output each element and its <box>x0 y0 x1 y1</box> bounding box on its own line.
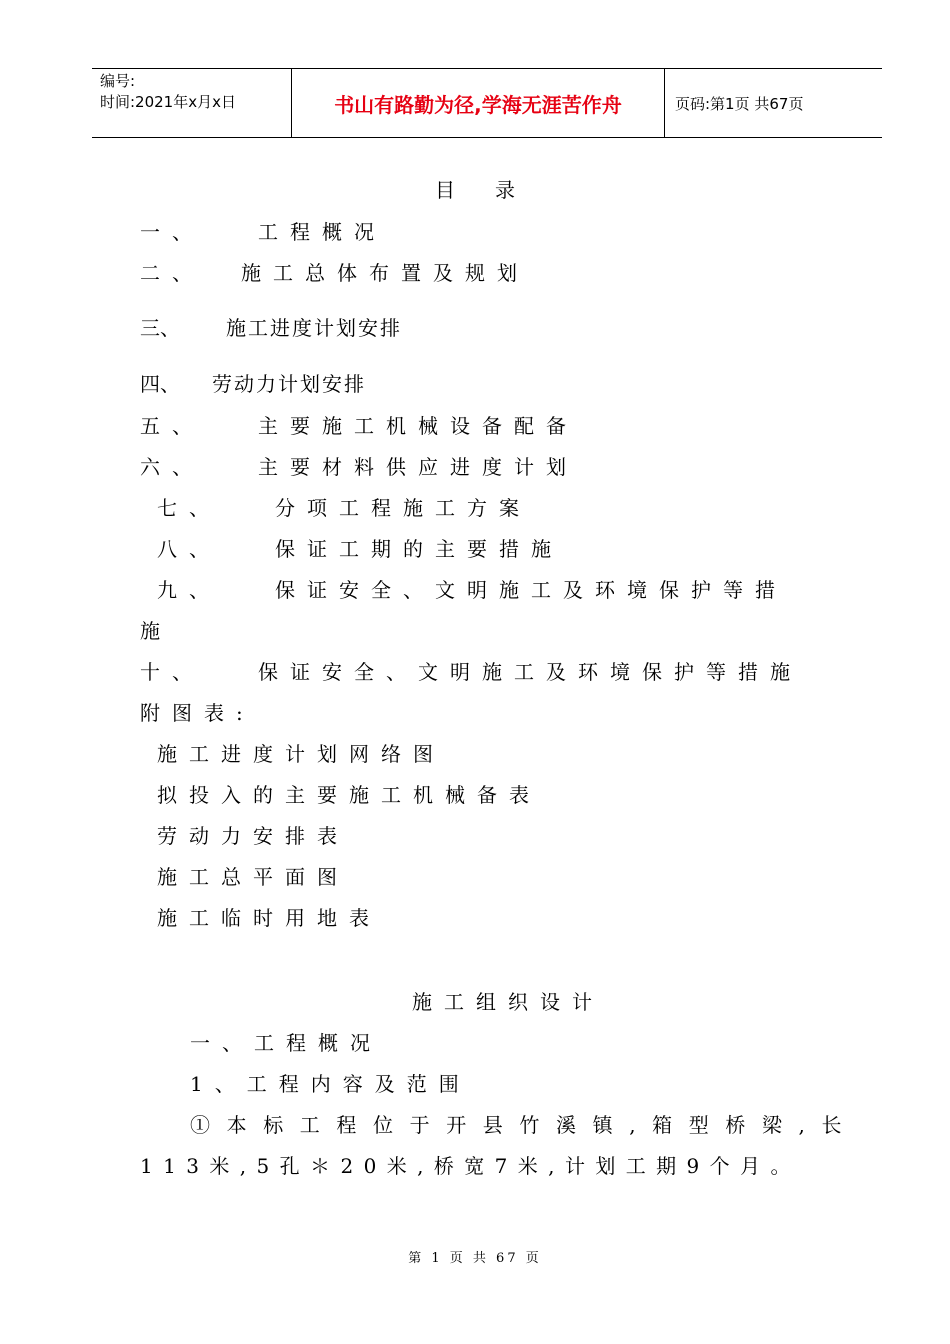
appendix-item-2: 拟投入的主要施工机械备表 <box>157 783 541 807</box>
toc-item-7-text: 分项工程施工方案 <box>275 496 531 520</box>
toc-item-3-text: 施工进度计划安排 <box>226 316 402 340</box>
number-label: 编号: <box>100 72 136 90</box>
page-footer: 第 1 页 共 67 页 <box>408 1251 542 1266</box>
toc-item-4-num: 四、 <box>140 372 180 396</box>
toc-item-9-wrap: 施 <box>140 619 160 643</box>
appendix-item-5: 施工临时用地表 <box>157 906 381 930</box>
toc-item-6-text: 主要材料供应进度计划 <box>258 455 578 479</box>
time-label: 时间:2021年x月x日 <box>100 93 236 111</box>
appendix-item-1: 施工进度计划网络图 <box>157 742 445 766</box>
header-meta <box>92 69 292 137</box>
toc-item-1-text: 工程概况 <box>258 220 386 244</box>
toc-item-7-num: 七、 <box>157 496 221 520</box>
toc-item-10-num: 十、 <box>140 660 204 684</box>
body-title: 施工组织设计 <box>412 990 604 1014</box>
toc-item-9-num: 九、 <box>157 578 221 602</box>
appendix-item-4: 施工总平面图 <box>157 865 349 889</box>
toc-item-5-text: 主要施工机械设备配备 <box>258 414 578 438</box>
section-heading: 一、工程概况 <box>190 1031 382 1055</box>
toc-item-3-num: 三、 <box>140 316 180 340</box>
header-page-info: 页码:第1页 共67页 <box>675 94 804 113</box>
toc-title: 目 录 <box>435 178 515 202</box>
toc-item-8-text: 保证工期的主要措施 <box>275 537 563 561</box>
page-header <box>92 68 882 138</box>
header-slogan: 书山有路勤为径,学海无涯苦作舟 <box>292 69 665 137</box>
toc-item-4-text: 劳动力计划安排 <box>212 372 366 396</box>
appendix-item-3: 劳动力安排表 <box>157 824 349 848</box>
appendix-title: 附图表: <box>140 701 255 725</box>
toc-item-2-text: 施工总体布置及规划 <box>241 261 529 285</box>
subsection-heading: 1、工程内容及范围 <box>190 1072 471 1096</box>
toc-item-6-num: 六、 <box>140 455 204 479</box>
toc-item-10-text: 保证安全、文明施工及环境保护等措施 <box>258 660 802 684</box>
toc-item-8-num: 八、 <box>157 537 221 561</box>
paragraph-line-1: ①本标工程位于开县竹溪镇,箱型桥梁,长 <box>190 1113 859 1137</box>
paragraph-line-2: 113米,5孔＊20米,桥宽7米,计划工期9个月。 <box>140 1154 801 1178</box>
toc-item-1-num: 一、 <box>140 220 204 244</box>
toc-item-9-text: 保证安全、文明施工及环境保护等措 <box>275 578 787 602</box>
toc-item-5-num: 五、 <box>140 414 204 438</box>
toc-item-2-num: 二、 <box>140 261 204 285</box>
